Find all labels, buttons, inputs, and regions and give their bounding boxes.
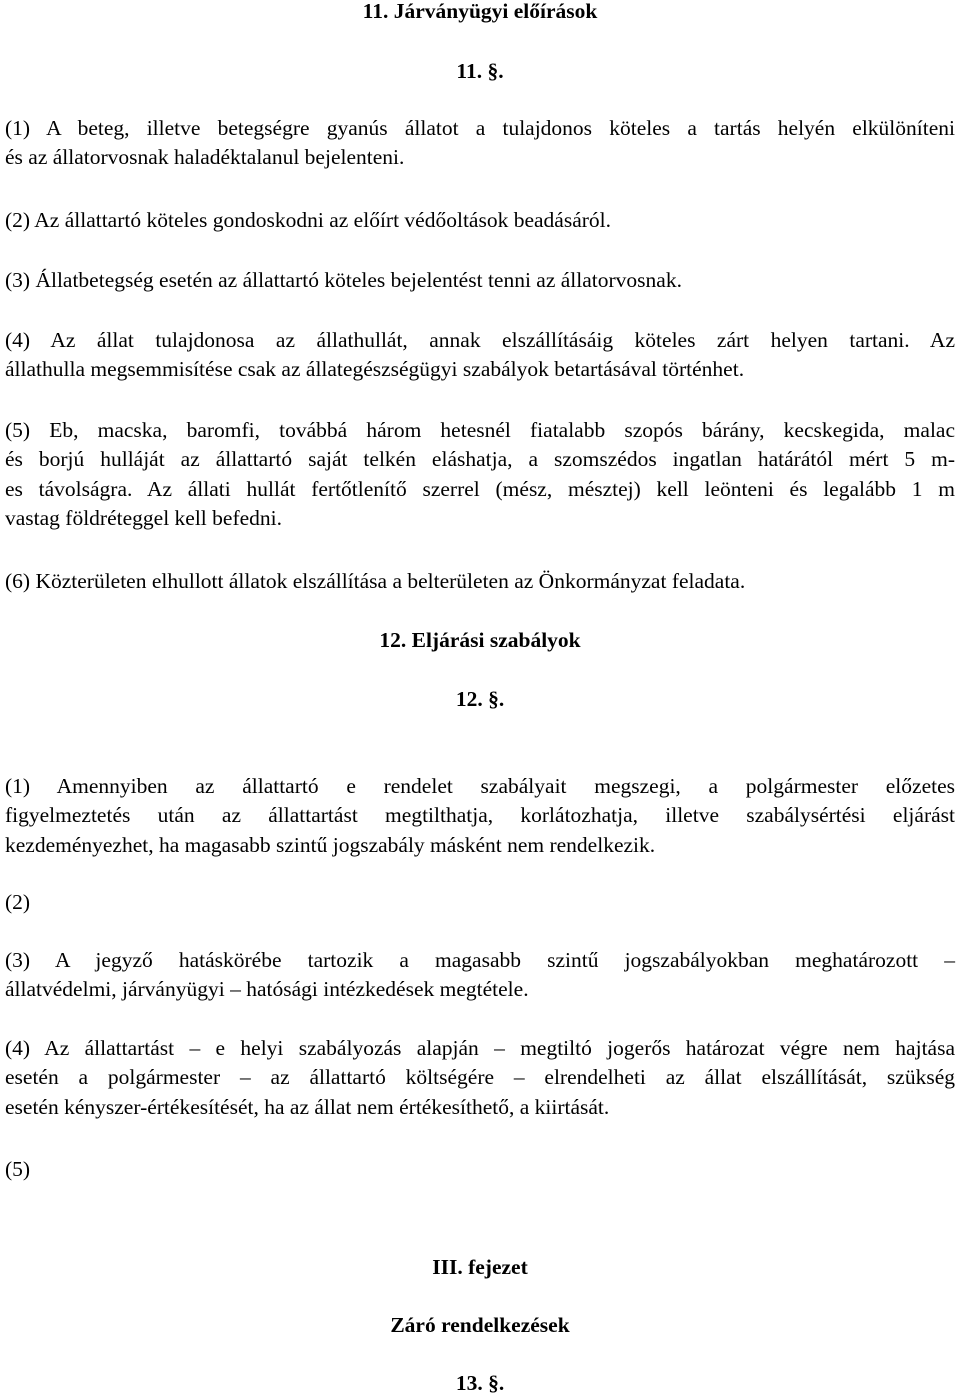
paragraph-12-3-line-2: állatvédelmi, járványügyi – hatósági intézkedések megtétele.	[5, 977, 529, 1002]
paragraph-11-4-line-1: (4) Az állat tulajdonosa az állathullát, annak elszállításáig köteles zárt helyen tartani. Az	[5, 328, 955, 352]
paragraph-12-4	[5, 1034, 955, 1122]
paragraph-11-6	[5, 567, 955, 596]
chapter-3-subtitle: Záró rendelkezések	[390, 1313, 570, 1337]
paragraph-mark-13: 13. §.	[455, 1371, 505, 1395]
paragraph-12-4-line-1: (4) Az állattartást – e helyi szabályozás alapján – megtiltó jogerős határozat végre nem hajtása	[5, 1036, 955, 1060]
paragraph-12-2	[5, 888, 955, 917]
paragraph-11-3-line-1: (3) Állatbetegség esetén az állattartó köteles bejelentést tenni az állatorvosnak.	[5, 268, 682, 292]
paragraph-11-3	[5, 266, 955, 295]
chapter-title-11: 11. Járványügyi előírások	[362, 0, 598, 23]
paragraph-12-1-line-3: kezdeményezhet, ha magasabb szintű jogszabály másként nem rendelkezik.	[5, 832, 656, 857]
paragraph-12-5-line-1: (5)	[5, 1157, 31, 1181]
paragraph-11-4	[5, 326, 955, 385]
paragraph-11-6-line-1: (6) Közterületen elhullott állatok elszállítása a belterületen az Önkormányzat feladata.	[5, 569, 746, 593]
paragraph-12-5	[5, 1155, 955, 1184]
paragraph-12-3-line-1: (3) A jegyző hatáskörébe tartozik a magasabb szintű jogszabályokban meghatározott –	[5, 948, 955, 972]
paragraph-12-1-line-2: figyelmeztetés után az állattartást megtilthatja, korlátozhatja, illetve szabálysértési eljárást	[5, 803, 955, 828]
paragraph-12-2-line-1: (2)	[5, 890, 31, 914]
chapter-title-12: 12. Eljárási szabályok	[379, 628, 581, 652]
paragraph-11-4-line-2: állathulla megsemmisítése csak az állategészségügyi szabályok betartásával történhet.	[5, 357, 745, 382]
chapter-3-title: III. fejezet	[432, 1255, 528, 1279]
paragraph-12-3	[5, 946, 955, 1005]
paragraph-12-1-line-1: (1) Amennyiben az állattartó e rendelet szabályait megszegi, a polgármester előzetes	[5, 774, 955, 798]
paragraph-11-5-line-1: (5) Eb, macska, baromfi, továbbá három hetesnél fiatalabb szopós bárány, kecskegida, malac	[5, 418, 955, 442]
paragraph-11-2	[5, 206, 955, 235]
paragraph-12-4-line-2: esetén a polgármester – az állattartó költségére – elrendelheti az állat elszállítását, szükség	[5, 1065, 955, 1090]
paragraph-11-1-line-1: (1) A beteg, illetve betegségre gyanús állatot a tulajdonos köteles a tartás helyén elkülöníteni	[5, 116, 955, 140]
paragraph-mark-11: 11. §.	[456, 59, 504, 83]
paragraph-11-5-line-2: és borjú hulláját az állattartó saját telkén eláshatja, a szomszédos ingatlan határától mért 5 m-	[5, 447, 955, 472]
paragraph-11-5	[5, 416, 955, 533]
paragraph-12-1	[5, 772, 955, 860]
paragraph-11-2-line-1: (2) Az állattartó köteles gondoskodni az előírt védőoltások beadásáról.	[5, 208, 611, 232]
paragraph-11-1	[5, 114, 955, 173]
paragraph-11-1-line-2: és az állatorvosnak haladéktalanul bejelenteni.	[5, 145, 405, 170]
paragraph-mark-12: 12. §.	[455, 687, 505, 711]
paragraph-12-4-line-3: esetén kényszer-értékesítését, ha az állat nem értékesíthető, a kiirtását.	[5, 1094, 610, 1119]
paragraph-11-5-line-4: vastag földréteggel kell befedni.	[5, 505, 283, 530]
paragraph-11-5-line-3: es távolságra. Az állati hullát fertőtlenítő szerrel (mész, mésztej) kell leönteni és legalább 1 m	[5, 476, 955, 501]
